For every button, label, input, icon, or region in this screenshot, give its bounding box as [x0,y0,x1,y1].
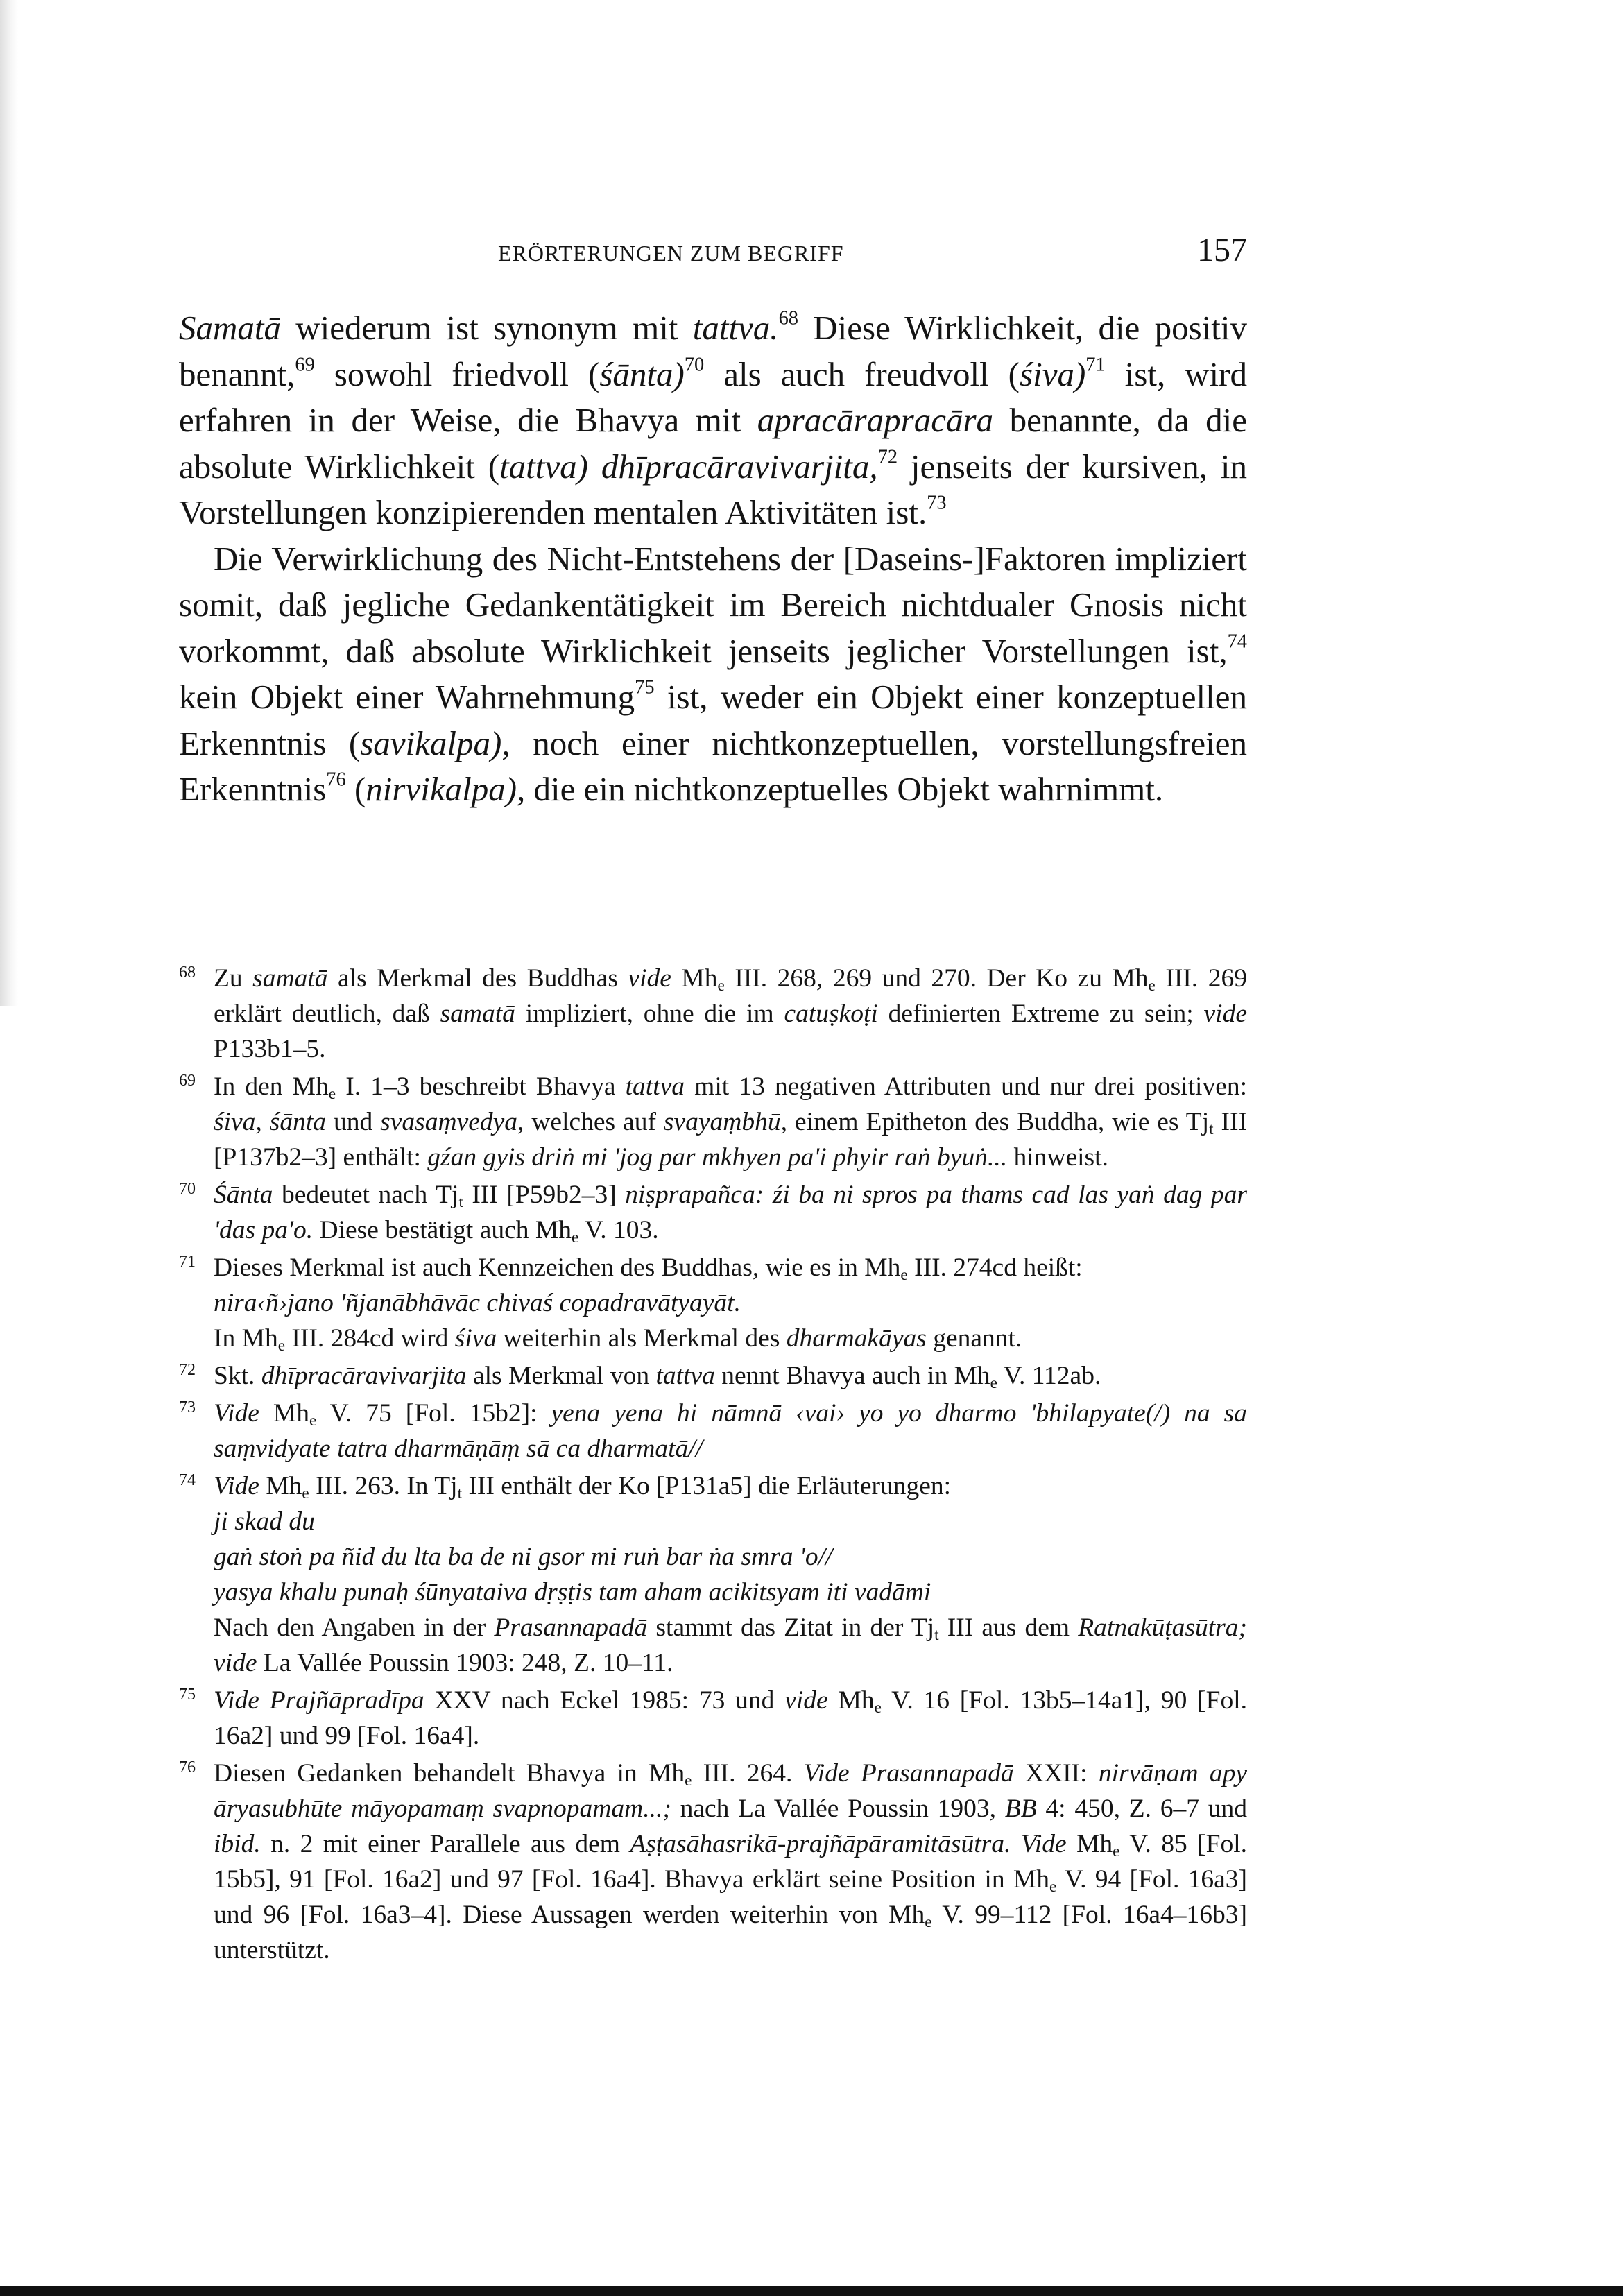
footnote-68: 68 Zu samatā als Merkmal des Buddhas vide $Mh_e$ III. 268, 269 und 270. Der Ko zu $Mh_e$ III. 269 erklärt deutlich, daß samatā impliziert, ohne die im catuṣkoṭi definierten Extreme zu sein; vide P133b1–5. [179,961,1247,1067]
footnote-number: 70 [179,1180,196,1198]
footnote-number: 76 [179,1758,196,1776]
footnote-number: 72 [179,1361,196,1379]
footnote-ref-75[interactable]: 75 [635,676,655,699]
footnote-71: 71 Dieses Merkmal ist auch Kennzeichen des Buddhas, wie es in $Mh_e$ III. 274cd heißt: nira‹ñ›jano 'ñjanābhāvāc chivaś copadravātyayāt. In $Mh_e$ III. 284cd wird śiva weiterhin als Merkmal des dharmakāyas genannt. [179,1250,1247,1356]
footnote-number: 69 [179,1072,196,1090]
footnote-number: 68 [179,963,196,982]
running-head: ERÖRTERUNGEN ZUM BEGRIFF [498,241,844,266]
footnote-72: 72 Skt. dhīpracāravivarjita als Merkmal von tattva nennt Bhavya auch in $Mh_e$ V. 112ab. [179,1358,1247,1394]
sanskrit-quote-line: yasya khalu punaḥ śūnyataiva dṛṣṭis tam aham acikitsyam iti vadāmi [214,1578,931,1607]
page-number: 157 [1197,232,1247,268]
scan-edge-shadow [0,0,18,1006]
footnote-ref-69[interactable]: 69 [295,354,315,376]
footnote-70: 70 Śānta bedeutet nach $Tj_t$ III [P59b2–3] niṣprapañca: źi ba ni spros pa thams cad las yaṅ dag par 'das pa'o. Diese bestätigt auch $Mh_e$ V. 103. [179,1177,1247,1248]
main-text [179,305,1247,813]
footnote-ref-72[interactable]: 72 [877,446,898,468]
footnotes [179,961,1247,1970]
footnote-ref-68[interactable]: 68 [778,307,798,329]
footnote-75: 75 Vide Prajñāpradīpa XXV nach Eckel 1985: 73 und vide $Mh_e$ V. 16 [Fol. 13b5–14a1], 90 [Fol. 16a2] und 99 [Fol. 16a4]. [179,1683,1247,1754]
footnote-ref-71[interactable]: 71 [1085,354,1106,376]
sanskrit-quote: nira‹ñ›jano 'ñjanābhāvāc chivaś copadravātyayāt. [214,1289,741,1317]
scan-bottom-edge [0,2286,1623,2296]
footnote-73: 73 Vide $Mh_e$ V. 75 [Fol. 15b2]: yena yena hi nāmnā ‹vai› yo yo dharmo 'bhilapyate(/) na sa saṃvidyate tatra dharmāṇāṃ sā ca dharmatā// [179,1396,1247,1466]
footnote-number: 73 [179,1398,196,1416]
tibetan-quote-line: gaṅ stoṅ pa ñid du lta ba de ni gsor mi ruṅ bar ṅa smra 'o// [214,1543,833,1571]
page-header [179,231,1247,273]
footnote-74: 74 Vide $Mh_e$ III. 263. In $Tj_t$ III enthält der Ko [P131a5] die Erläuterungen: ji skad du gaṅ stoṅ pa ñid du lta ba de ni gsor mi ruṅ bar ṅa smra 'o// yasya khalu punaḥ śūnyataiva dṛṣṭis tam aham acikitsyam iti vadāmi Nach den Angaben in der Prasannapadā stammt das Zitat in der $Tj_t$ III aus dem Ratnakūṭasūtra; vide La Vallée Poussin 1903: 248, Z. 10–11. [179,1468,1247,1681]
footnote-number: 71 [179,1253,196,1271]
tibetan-quote-line: ji skad du [214,1507,315,1536]
footnote-69: 69 In den $Mh_e$ I. 1–3 beschreibt Bhavya tattva mit 13 negativen Attributen und nur drei positiven: śiva, śānta und svasaṃvedya, welches auf svayaṃbhū, einem Epitheton des Buddha, wie es $Tj_t$ III [P137b2–3] enthält: gźan gyis driṅ mi 'jog par mkhyen pa'i phyir raṅ byuṅ... hinweist. [179,1069,1247,1175]
footnote-number: 74 [179,1471,196,1489]
paragraph-2: Die Verwirklichung des Nicht-Entstehens der [Daseins-]Faktoren impliziert somit, daß jegliche Gedankentätigkeit im Bereich nichtdualer Gnosis nicht vorkommt, daß absolute Wirklichkeit jenseits jeglicher Vorstellungen ist,$^{74}$ kein Objekt einer Wahrnehmung$^{75}$ ist, weder ein Objekt einer konzeptuellen Erkenntnis (savikalpa), noch einer nichtkonzeptuellen, vorstellungsfreien Erkenntnis$^{76}$ (nirvikalpa), die ein nichtkonzeptuelles Objekt wahrnimmt. [179,539,1247,808]
footnote-ref-70[interactable]: 70 [684,354,705,376]
footnote-76: 76 Diesen Gedanken behandelt Bhavya in $Mh_e$ III. 264. Vide Prasannapadā XXII: nirvāṇam apy āryasubhūte māyopamaṃ svapnopamam...; nach La Vallée Poussin 1903, BB 4: 450, Z. 6–7 und ibid. n. 2 mit einer Parallele aus dem Aṣṭasāhasrikā-prajñāpāramitāsūtra. Vide $Mh_e$ V. 85 [Fol. 15b5], 91 [Fol. 16a2] und 97 [Fol. 16a4]. Bhavya erklärt seine Position in $Mh_e$ V. 94 [Fol. 16a3] und 96 [Fol. 16a3–4]. Diese Aussagen werden weiterhin von $Mh_e$ V. 99–112 [Fol. 16a4–16b3] unterstützt. [179,1756,1247,1968]
footnote-ref-76[interactable]: 76 [326,769,346,791]
footnote-number: 75 [179,1686,196,1704]
paragraph-1: Samatā wiederum ist synonym mit tattva.$^{68}$ Diese Wirklichkeit, die positiv benannt,$^{69}$ sowohl friedvoll (śānta)$^{70}$ als auch freudvoll (śiva)$^{71}$ ist, wird erfahren in der Weise, die Bhavya mit apracārapracāra benannte, da die absolute Wirklichkeit (tattva) dhīpracāravivarjita,$^{72}$ jenseits der kursiven, in Vorstellungen konzipierenden mentalen Aktivitäten ist.$^{73}$ [179,307,1248,531]
footnote-ref-73[interactable]: 73 [927,492,947,514]
footnote-ref-74[interactable]: 74 [1227,631,1247,653]
